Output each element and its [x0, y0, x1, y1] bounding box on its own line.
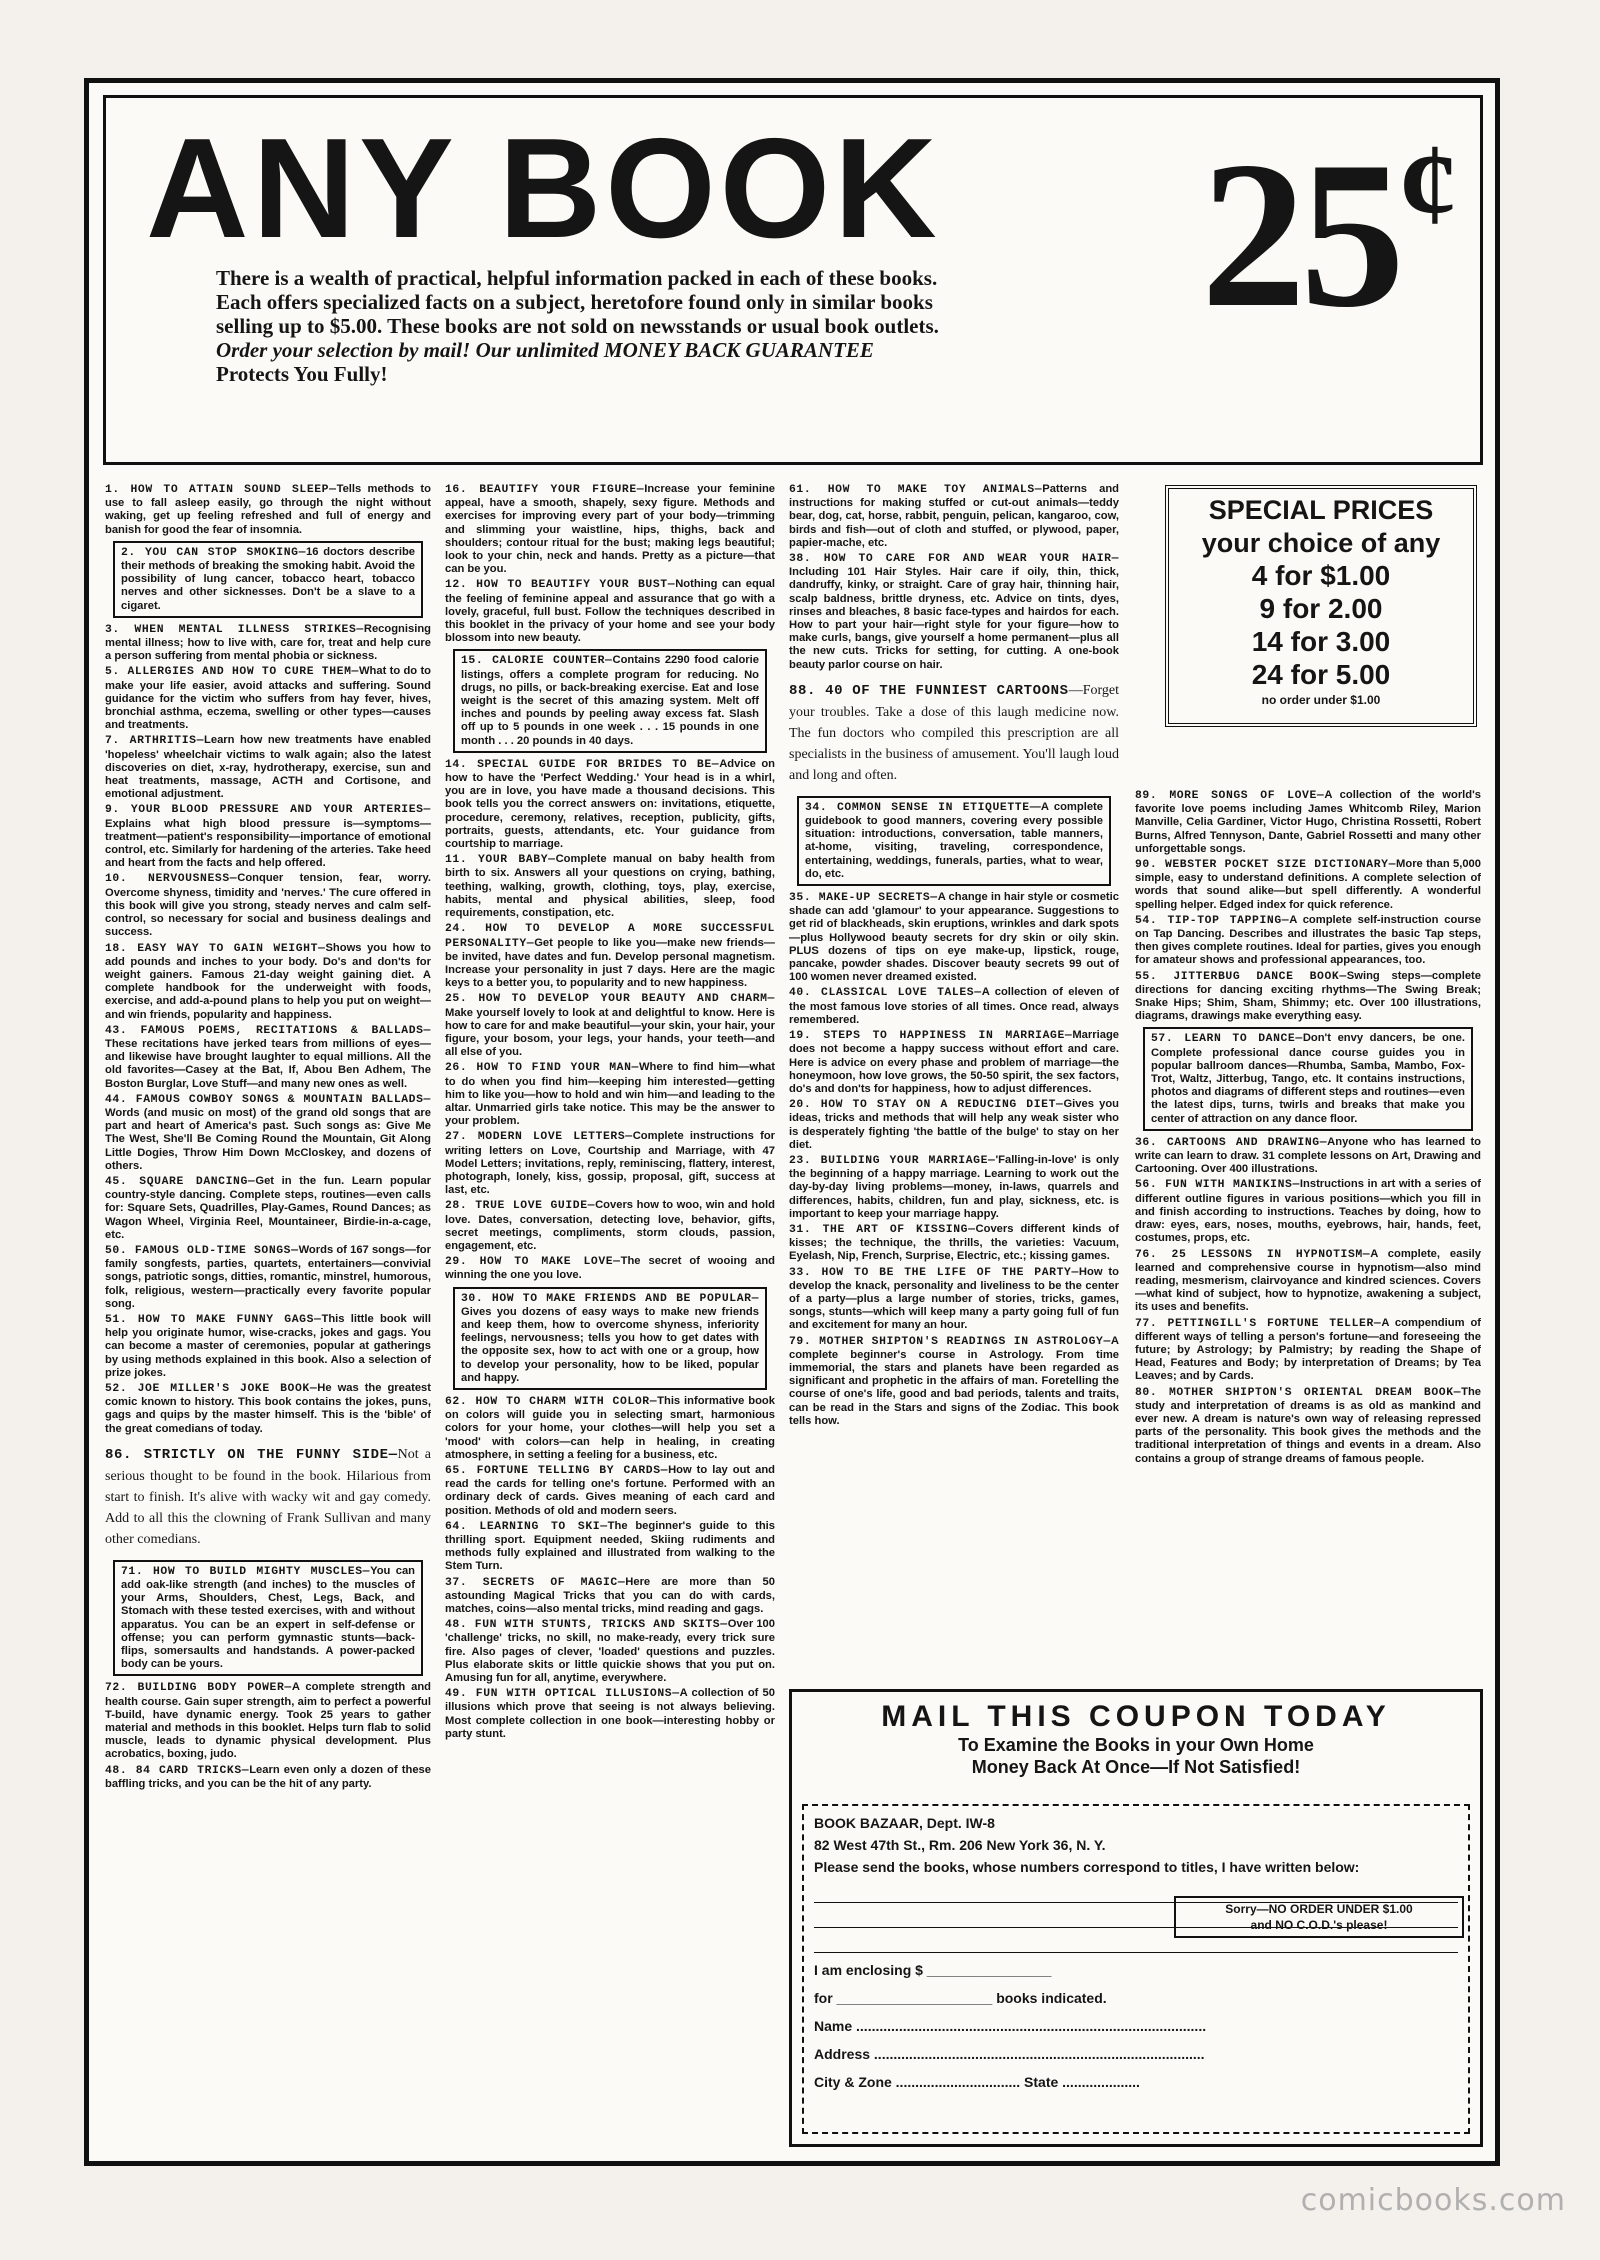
book-entry [445, 483, 775, 576]
book-description: Gives you dozens of easy ways to make new friends and keep them, how to overcome shyness, inferiority feelings, nervousness; tells you how to get dates with the opposite sex, how to act with one or a group, how to develop your personality, how to be liked, popular and happy. [461, 1305, 759, 1384]
book-entry [789, 891, 1119, 984]
book-title: 71. HOW TO BUILD MIGHTY MUSCLES— [121, 1565, 371, 1578]
book-title: 54. TIP-TOP TAPPING— [1135, 914, 1290, 927]
book-description: Covers how to woo, win and hold love. Dates, conversation, detecting love, behavior, gifts, secret meetings, compliments, storm clouds, passion, engagement, etc. [445, 1199, 775, 1252]
book-description: Anyone who has learned to write can learn to draw. 31 complete lessons on Art, Drawing and Cartooning. Over 400 illustrations. [1135, 1135, 1481, 1176]
book-title: 55. JITTERBUG DANCE BOOK— [1135, 970, 1347, 983]
book-entry [445, 1199, 775, 1253]
book-description: A collection of 50 illusions which prove that seeing is not always believing. Most complete collection in one book—interesting hobby or party stunt. [445, 1687, 775, 1740]
book-entry [789, 1266, 1119, 1333]
book-description: Shows you how to add pounds and inches to your body. Do's and don'ts for weight gainers. Famous 21-day weight gaining diet. A complete handbook for the underweight with foods, exercise, and add-a-pound plans to help you put on weight—and win friends, popularity and happiness. [105, 941, 431, 1021]
book-description: Marriage does not become a happy success without effort and care. Here is advice on every phase and problem of marriage—the honeymoon, how love grows, the 50-50 spirit, the sex factors, do's and don'ts for happiness, how to adjust differences. [789, 1029, 1119, 1095]
book-description: This little book will help you originate humor, wise-cracks, jokes and gags. You can become a master of ceremonies, popular at gatherings by using methods explained in this book. Also a selection of prize jokes. [105, 1312, 431, 1379]
book-entry [789, 680, 1119, 786]
book-entry [789, 483, 1119, 550]
book-description: Gives you ideas, tricks and methods that will help any weak sister who is desperately fighting 'the battle of the bulge' to stay on her diet. [789, 1098, 1119, 1151]
book-description: Complete instructions for writing letters on Love, Courtship and Marriage, with 47 Model Letters; invitations, reply, reminiscing, flattery, interest, photograph, lonely, kiss, gossip, proposal, gift, success at last, etc. [445, 1130, 775, 1197]
book-entry [445, 1395, 775, 1462]
book-title: 79. MOTHER SHIPTON'S READINGS IN ASTROLOGY— [789, 1335, 1111, 1348]
book-description: Explains what high blood pressure is—symptoms—treatment—patient's responsibility—importance of emotional control, etc. Similarly for hardening of the arteries. Take heed and heart from the facts and help offered. [105, 817, 431, 870]
book-entry [789, 1154, 1119, 1221]
book-description: Patterns and instructions for making stuffed or cut-out animals—teddy bear, dog, cat, horse, rabbit, penguin, pelican, kangaroo, cow, birds and fish—out of cloth and stuffed, or plywood, paper, papier-mache, etc. [789, 483, 1119, 549]
header-box [103, 95, 1483, 465]
book-entry [789, 1223, 1119, 1264]
book-entry [105, 1444, 431, 1550]
book-entry [445, 1576, 775, 1617]
book-title: 52. JOE MILLER'S JOKE BOOK— [105, 1383, 318, 1395]
book-title: 12. HOW TO BEAUTIFY YOUR BUST— [445, 579, 676, 592]
book-title: 18. EASY WAY TO GAIN WEIGHT— [105, 942, 326, 955]
price-row: 9 for 2.00 [1259, 593, 1383, 624]
book-title: 37. SECRETS OF MAGIC— [445, 1576, 626, 1589]
book-description: The study and interpretation of dreams is as old as mankind and ever new. A dream is nature's own way of releasing repressed parts of the personality. This book gives the methods and the traditional interpretation of things and events in a dream. Also contains a group of strange dreams of famous people. [1135, 1385, 1481, 1465]
book-description: Swing steps—complete directions for dancing exciting rhythms—The Swing Break; Snake Hips; Shim, Sham, Shimmy; etc. Over 100 illustrations, diagrams, drawings make everything easy. [1135, 969, 1481, 1023]
book-title: 2. YOU CAN STOP SMOKING— [121, 546, 307, 559]
book-entry [789, 1029, 1119, 1096]
book-entry [105, 483, 431, 537]
book-title: 33. HOW TO BE THE LIFE OF THE PARTY— [789, 1266, 1079, 1279]
book-description: Here are more than 50 astounding Magical Tricks that you can do with cards, matches, coins—also mental tricks, mind reading and gags. [445, 1575, 775, 1616]
book-description: Including 101 Hair Styles. Hair care if oily, thin, thick, dandruffy, kinky, or straight. Care of gray hair, thinning hair, scalp baldness, brittle dryness, etc. Advice on tints, dyes, rinses and bleaches, 8 basic face-types and hairdos for each. How to part your hair—right style for your figure—how to make curls, bangs, give yourself a home permanent—plus all the new cuts. Tricks for setting, for cutting. A one-book beauty parlor course on hair. [789, 566, 1119, 671]
book-title: 25. HOW TO DEVELOP YOUR BEAUTY AND CHARM— [445, 993, 775, 1006]
book-description: He was the greatest comic known to history. This book contains the jokes, puns, gags and quips by the master himself. This is the 'bible' of the great comedians of today. [105, 1382, 431, 1435]
book-list-column-3 [789, 483, 1119, 1673]
book-title: 89. MORE SONGS OF LOVE— [1135, 790, 1325, 802]
book-description: The secret of wooing and winning the one you love. [445, 1255, 775, 1282]
book-entry [1135, 1386, 1481, 1466]
book-entry [105, 734, 431, 801]
price-number: 25 [1201, 119, 1399, 351]
book-entry [105, 1024, 431, 1091]
book-entry [445, 1464, 775, 1518]
book-title: 20. HOW TO STAY ON A REDUCING DIET— [789, 1099, 1064, 1112]
name-field[interactable]: Name .......................................................................................... [814, 2018, 1207, 2034]
book-entry [445, 1687, 775, 1741]
book-entry [1135, 970, 1481, 1024]
book-entry [113, 541, 423, 618]
book-entry [1143, 1027, 1473, 1130]
book-title: 61. HOW TO MAKE TOY ANIMALS— [789, 484, 1043, 496]
book-description: Complete manual on baby health from birth to six. Answers all your questions on crying, bathing, teething, walking, growth, clothing, toys, play, exercise, habits, mental and physical abilities, sleep, food requirements, constipation, etc. [445, 853, 775, 920]
book-entry [445, 992, 775, 1059]
book-description: 'Falling-in-love' is only the beginning of a happy marriage. Learning to work out the day-by-day living problems—money, in-laws, quarrels and differences, habits, children, fun and play, sickness, etc. is important to keep your marriage happy. [789, 1153, 1119, 1220]
book-title: 14. SPECIAL GUIDE FOR BRIDES TO BE— [445, 758, 720, 771]
book-entry [445, 1255, 775, 1282]
book-title: 1. HOW TO ATTAIN SOUND SLEEP— [105, 484, 337, 496]
book-entry [105, 1764, 431, 1791]
intro-line: Each offers specialized facts on a subject, heretofore found only in similar books [216, 290, 933, 314]
coupon-address: BOOK BAZAAR, Dept. IW-8 [814, 1815, 995, 1831]
book-entry [1135, 1248, 1481, 1315]
book-title: 7. ARTHRITIS— [105, 735, 205, 748]
book-description: What to do to make your life easier, avoid attacks and suffering. Sound guidance for the victim who suffers from hay fever, hives, bronchial asthma, eczema, swelling or other types—causes and treatments. [105, 665, 431, 732]
book-entry [105, 1175, 431, 1242]
book-entry [113, 1560, 423, 1677]
book-entry [445, 1130, 775, 1197]
book-description: Words of 167 songs—for family songfests, parties, quartets, entertainers—convivial songs, patriotic songs, ditties, romantic, minstrel, humorous, folk, religious, western—practically every favorite popular song. [105, 1243, 431, 1310]
book-entry [1135, 1136, 1481, 1177]
price-row: 24 for 5.00 [1251, 659, 1391, 690]
book-description: A collection of the world's favorite love poems including James Whitcomb Riley, Marion Manville, Celia Gardiner, Victor Hugo, Christina Rossetti, Robert Burns, Alfred Tennyson, Dante, Gabriel Rossetti and many other unforgettable songs. [1135, 789, 1481, 855]
book-description: A complete self-instruction course on Tap Dancing. Describes and illustrates the basic Tap steps, then gives complete routines. Ideal for parties, gives you enough for amateur shows and professional appearances, too. [1135, 913, 1481, 967]
book-title: 80. MOTHER SHIPTON'S ORIENTAL DREAM BOOK— [1135, 1386, 1462, 1399]
book-entry [1135, 914, 1481, 968]
book-entry [445, 758, 775, 851]
book-title: 64. LEARNING TO SKI— [445, 1520, 608, 1533]
book-entry [445, 1618, 775, 1685]
book-title: 51. HOW TO MAKE FUNNY GAGS— [105, 1313, 322, 1326]
coupon-title: MAIL THIS COUPON TODAY [881, 1700, 1391, 1733]
book-list-column-1 [105, 483, 431, 2143]
book-title: 76. 25 LESSONS IN HYPNOTISM— [1135, 1248, 1371, 1261]
book-description: Tells methods to use to fall asleep easily, go through the night without waking, get up feeling refreshed and full of energy and banish for good the fear of insomnia. [105, 483, 431, 536]
book-title: 36. CARTOONS AND DRAWING— [1135, 1136, 1328, 1149]
book-title: 11. YOUR BABY— [445, 854, 556, 867]
book-description: Recognising mental illness; how to live with, care for, treat and help cure a person suffering from mental phobia or sickness. [105, 622, 431, 663]
book-title: 88. 40 OF THE FUNNIEST CARTOONS [789, 682, 1069, 699]
book-entry [445, 922, 775, 990]
special-prices-box [1165, 485, 1477, 727]
coupon-subtitle: To Examine the Books in your Own Home [958, 1735, 1314, 1755]
book-description: A complete strength and health course. Gain super strength, aim to perfect a powerful T-build, have dynamic energy. Took 25 years to gather material and methods in this booklet. Helps turn flab to solid muscle, leads to dynamic physical development. Plus acrobatics, boxing, judo. [105, 1681, 431, 1761]
book-entry [453, 649, 767, 752]
book-entry [1135, 789, 1481, 856]
book-entry [105, 1681, 431, 1761]
enclosing-field[interactable]: I am enclosing $ ________________ [814, 1962, 1052, 1978]
book-title: 3. WHEN MENTAL ILLNESS STRIKES— [105, 623, 364, 636]
book-title: 72. BUILDING BODY POWER— [105, 1682, 292, 1695]
book-description: Conquer tension, fear, worry. Overcome shyness, timidity and 'nerves.' The cure offered in this book will give you strong, steady nerves and calm self-control, so necessary for social and business dealings and success. [105, 872, 431, 939]
book-entry [789, 986, 1119, 1027]
book-title: 34. COMMON SENSE IN ETIQUETTE [805, 801, 1030, 814]
book-title: 24. HOW TO DEVELOP A MORE SUCCESSFUL PERSONALITY— [445, 923, 775, 950]
books-count-field[interactable]: for ____________________ books indicated. [814, 1990, 1107, 2006]
book-entry [105, 942, 431, 1022]
book-entry [789, 1098, 1119, 1152]
book-title: 44. FAMOUS COWBOY SONGS & MOUNTAIN BALLADS— [105, 1093, 431, 1106]
book-title: 50. FAMOUS OLD-TIME SONGS— [105, 1244, 299, 1257]
book-description: Contains 2290 food calorie listings, offers a complete program for reducing. No drugs, no pills, or back-breaking exercise. Eat and lose weight is the secret of this amazing system. Melt off inches and pounds by peeling away excess fat. Slash off up to 5 pounds in one week . . . 15 pounds in one month . . . 20 pounds in 40 days. [461, 654, 759, 747]
watermark: comicbooks.com [1300, 2183, 1566, 2218]
book-entry [1135, 858, 1481, 912]
book-description: More than 5,000 simple, easy to understand definitions. A complete selection of words that sound alike—but spell differently. A wonderful spelling helper. Edged index for quick reference. [1135, 858, 1481, 911]
intro-line: Order your selection by mail! Our unlimited MONEY BACK GUARANTEE [216, 338, 874, 362]
book-title: 30. HOW TO MAKE FRIENDS AND BE POPULAR— [461, 1292, 759, 1305]
book-entry [445, 853, 775, 920]
book-entry [453, 1287, 767, 1390]
book-title: 65. FORTUNE TELLING BY CARDS— [445, 1465, 669, 1478]
coupon-subtitle: Money Back At Once—If Not Satisfied! [971, 1757, 1301, 1777]
book-entry [445, 578, 775, 645]
book-entry [105, 1313, 431, 1380]
book-description: These recitations have jerked tears from millions of eyes—and likewise have brought laughter to equal millions. All the old favorites—Casey at the Bat, If, Abou Ben Adhem, The Boston Burglar, Love Stuff—and many new ones as well. [105, 1037, 431, 1090]
book-title: 9. YOUR BLOOD PRESSURE AND YOUR ARTERIES— [105, 804, 431, 817]
book-description: How to lay out and read the cards for telling one's fortune. Performed with an ordinary deck of cards. Gives meaning of each card and position. Methods of old and modern seers. [445, 1464, 775, 1517]
book-entry [445, 1520, 775, 1574]
book-entry [789, 1335, 1119, 1428]
book-title: 48. FUN WITH STUNTS, TRICKS AND SKITS— [445, 1619, 728, 1632]
book-description: A compendium of different ways of telling a person's fortune—and foreseeing the future; by Astrology; by Palmistry; by reading the Shape of Head, Features and Body; by interpretation of Dreams; by Tea Leaves; and by Cards. [1135, 1316, 1481, 1383]
book-description: This informative book on colors will guide you in selecting smart, harmonious colors for your home, your clothes—will help you set a 'mood' with colors—can help in healing, in creating atmosphere, in setting a feeling for a business, etc. [445, 1395, 775, 1461]
book-description: You can add oak-like strength (and inches) to the muscles of your Arms, Shoulders, Chest, Legs, Back, and Stomach with these tested exercises, with and without apparatus. You can be an expert in self-defense or offense; you can perform gymnastic stunts—back-flips, somersaults and handstands. A power-packed body can be yours. [121, 1564, 416, 1671]
intro-line: Protects You Fully! [216, 362, 388, 386]
book-title: 90. WEBSTER POCKET SIZE DICTIONARY— [1135, 859, 1397, 872]
book-description: Don't envy dancers, be one. Complete professional dance course guides you in popular ballroom dances—Rhumba, Samba, Mambo, Fox-Trot, Waltz, Jitterbug, Tango, etc. It contains instructions, photos and diagrams of different steps and routines—even the latest dips, turns, twirls and breaks that make you center of attraction on any dance floor. [1151, 1032, 1465, 1125]
book-title: 38. HOW TO CARE FOR AND WEAR YOUR HAIR— [789, 553, 1119, 566]
book-title: 29. HOW TO MAKE LOVE— [445, 1256, 621, 1269]
cent-sign: ¢ [1399, 119, 1458, 250]
book-title: 23. BUILDING YOUR MARRIAGE— [789, 1154, 996, 1167]
book-title: 48. 84 CARD TRICKS— [105, 1764, 250, 1777]
advertisement-page [84, 78, 1500, 2166]
book-title: 62. HOW TO CHARM WITH COLOR— [445, 1396, 658, 1408]
book-title: 16. BEAUTIFY YOUR FIGURE— [445, 484, 645, 496]
intro-line: selling up to $5.00. These books are not sold on newsstands or usual book outlets. [216, 314, 939, 338]
book-title: 40. CLASSICAL LOVE TALES— [789, 987, 982, 1000]
price-row: 4 for $1.00 [1251, 560, 1391, 591]
coupon-instructions: Please send the books, whose numbers correspond to titles, I have written below: [814, 1859, 1360, 1875]
address-field[interactable]: Address ..................................................................................... [814, 2046, 1205, 2062]
book-title: 31. THE ART OF KISSING— [789, 1223, 976, 1236]
book-entry [105, 872, 431, 939]
book-entry [105, 1382, 431, 1436]
book-description: Words (and music on most) of the grand old songs that are part and heart of America's past. Such songs as: Give Me The West, She'll Be Coming Round the Mountain, Git Along Little Dogies, Throw Him Down McCloskey, and dozens of others. [105, 1106, 431, 1172]
book-entry [445, 1061, 775, 1128]
book-list-column-2 [445, 483, 775, 2143]
book-description: —Forget your troubles. Take a dose of this laugh medicine now. The fun doctors who compiled this prescription are all specialists in the business of amusement. You'll laugh loud and long and often. [789, 682, 1119, 783]
book-description: Where to find him—what to do when you find him—keeping him interested—getting him to like you—how to hold and win him—and leading to the altar. Unmarried girls take notice. This may be the answer to your problem. [445, 1061, 775, 1128]
coupon-form[interactable] [802, 1804, 1470, 2134]
book-title: 27. MODERN LOVE LETTERS— [445, 1131, 633, 1144]
book-description: How to develop the knack, personality and liveliness to be the center of a party—plus a large number of stories, tricks, games, songs, stunts—which will keep many a party going full of fun and excitement for many an hour. [789, 1265, 1119, 1332]
book-description: Learn even only a dozen of these baffling tricks, and you can be the hit of any party. [105, 1763, 431, 1790]
book-description: Nothing can equal the feeling of feminine appeal and assurance that go with a lovely, graceful, full bust. Follow the techniques described in this booklet in the privacy of your home and see your body blossom into new beauty. [445, 578, 775, 645]
book-description: A collection of eleven of the most famous love stories of all times. Once read, always remembered. [789, 986, 1119, 1026]
book-entry [789, 552, 1119, 672]
book-entry [105, 803, 431, 870]
book-entry [105, 1244, 431, 1311]
book-description: A complete, easily learned and comprehensive course in hypnotism—also mind reading, mesmerism, clairvoyance and kindred sciences. Covers—what kind of subject, how to hypnotize, awakening a subject, its uses and benefits. [1135, 1247, 1481, 1314]
book-description: The beginner's guide to this thrilling sport. Equipment needed, Skiing rudiments and methods fully explained and illustrated from walking to the Stem Turn. [445, 1519, 775, 1573]
special-title: SPECIAL PRICES [1208, 495, 1434, 525]
book-description: —A complete guidebook to good manners, covering every possible situation: introductions, conversation, table manners, at-home, visiting, traveling, correspondence, entertaining, weddings, funerals, parties, what to wear, do, etc. [805, 800, 1103, 880]
intro-line: There is a wealth of practical, helpful information packed in each of these books. [216, 266, 938, 290]
book-title: 5. ALLERGIES AND HOW TO CURE THEM— [105, 666, 359, 679]
headline: ANY BOOK [146, 109, 941, 268]
book-entry [105, 623, 431, 664]
price-row: 14 for 3.00 [1251, 626, 1391, 657]
book-title: 19. STEPS TO HAPPINESS IN MARRIAGE— [789, 1030, 1073, 1043]
book-title: 77. PETTINGILL'S FORTUNE TELLER— [1135, 1317, 1382, 1330]
no-cod-notice: Sorry—NO ORDER UNDER $1.00 and NO C.O.D.'s please! [1174, 1896, 1464, 1938]
book-title: 15. CALORIE COUNTER— [461, 655, 613, 668]
coupon-address: 82 West 47th St., Rm. 206 New York 36, N. Y. [814, 1837, 1106, 1853]
book-entry [797, 796, 1111, 886]
book-entry [105, 665, 431, 732]
book-title: 28. TRUE LOVE GUIDE— [445, 1200, 596, 1213]
book-description: Not a serious thought to be found in the book. Hilarious from start to finish. It's alive with wacky wit and gay comedy. Add to all this the clowning of Frank Sullivan and many other comedians. [105, 1446, 431, 1547]
book-description: Covers different kinds of kisses; the technique, the thrills, the varieties: Vacuum, Eyelash, Nip, French, Surprise, Electric, etc.; kissing games. [789, 1222, 1119, 1263]
special-subtitle: your choice of any [1201, 528, 1441, 558]
order-coupon[interactable] [789, 1689, 1483, 2147]
book-description: Increase your feminine appeal, have a smooth, shapely, sexy figure. Methods and exercises for improving every part of your body—trimming and slimming your waistline, hips, thighs, back and shoulders; contour ritual for the bust; making legs beautiful; look to your chin, neck and hands. Pretty as a picture—that can be you. [445, 483, 775, 576]
book-title: 45. SQUARE DANCING— [105, 1175, 256, 1188]
book-description: Make yourself lovely to look at and delightful to know. Here is how to care for and make beautiful—your skin, your hair, your figure, your bosom, your legs, your hands, your teeth—and all else of you. [445, 1006, 775, 1059]
book-title: 10. NERVOUSNESS— [105, 873, 238, 886]
book-description: Get people to like you—make new friends—be invited, have dates and fun. Develop personal magnetism. Increase your personality in just 7 days. Here are the magic keys to a better you, to popularity and to new happiness. [445, 936, 775, 990]
book-description: A complete beginner's course in Astrology. From time immemorial, the stars and planets have been regarded as significant and prophetic in the affairs of man. Foretelling the course of one's life, good and bad periods, talents and traits, can be read in the Stars and signs of the Zodiac. This book tells how. [789, 1334, 1119, 1427]
book-title: 26. HOW TO FIND YOUR MAN— [445, 1062, 639, 1075]
book-title: 35. MAKE-UP SECRETS— [789, 892, 938, 905]
book-description: Get in the fun. Learn popular country-style dancing. Complete steps, routines—even calls for: Square Sets, Quadrilles, Play-Games, Round Dances; as Wagon Wheel, Virginia Reel, Mountaineer, Birdie-in-a-cage, etc. [105, 1174, 431, 1241]
book-title: 43. FAMOUS POEMS, RECITATIONS & BALLADS— [105, 1024, 431, 1037]
book-description: A change in hair style or cosmetic shade can add 'glamour' to your appearance. Suggestions to get rid of blackheads, skin eruptions, wrinkles and dark spots—plus Hollywood beauty secrets for dry skin or oily skin. PLUS dozens of tips on eye make-up, lipstick, rouge, pancake, powder shades. Discover beauty secrets 99 out of 100 women never dreamed existed. [789, 891, 1119, 984]
book-description: 16 doctors describe their methods of breaking the smoking habit. Avoid the possibility of lung cancer, tobacco heart, tobacco nerves and other sicknesses. Don't be a slave to a cigaret. [121, 545, 415, 612]
price [1201, 119, 1458, 351]
book-description: Over 100 'challenge' tricks, no skill, no make-ready, every trick sure fire. Also pages of clever, 'loaded' questions and puzzles. Plus elaborate skits or little quickie shows that you put on. Amusing fun for all, anytime, everywhere. [445, 1618, 775, 1685]
minimum-order-note: no order under $1.00 [1261, 693, 1381, 707]
book-entry [1135, 1178, 1481, 1245]
city-state-field[interactable]: City & Zone ................................ State .................... [814, 2074, 1140, 2090]
book-entry [105, 1093, 431, 1173]
book-title: 49. FUN WITH OPTICAL ILLUSIONS— [445, 1688, 680, 1701]
book-title: 56. FUN WITH MANIKINS— [1135, 1179, 1300, 1192]
intro-text [216, 266, 1156, 386]
book-title: 57. LEARN TO DANCE— [1151, 1033, 1303, 1046]
book-description: Advice on how to have the 'Perfect Wedding.' Your head is in a whirl, you are in love, you have made a thousand decisions. This book tells you the correct answers on: invitations, etiquette, procedure, ceremony, relatives, reception, publicity, gifts, portraits, guests, attendants, etc. Your guidance from courtship to marriage. [445, 757, 775, 851]
book-entry [1135, 1317, 1481, 1384]
book-title: 86. STRICTLY ON THE FUNNY SIDE— [105, 1446, 398, 1463]
book-description: Learn how new treatments have enabled 'hopeless' wheelchair victims to walk again; also the latest discoveries on diet, x-ray, hydrotherapy, exercise, sun and heat treatments, massage, ACTH and Cortisone, and emotional adjustment. [105, 734, 431, 801]
book-description: Instructions in art with a series of different outline figures in various positions—which you fill in and finish according to instructions. Teaches by doing, how to draw: eyes, ears, noses, mouths, eyebrows, hair, hands, feet, costumes, props, etc. [1135, 1178, 1481, 1245]
